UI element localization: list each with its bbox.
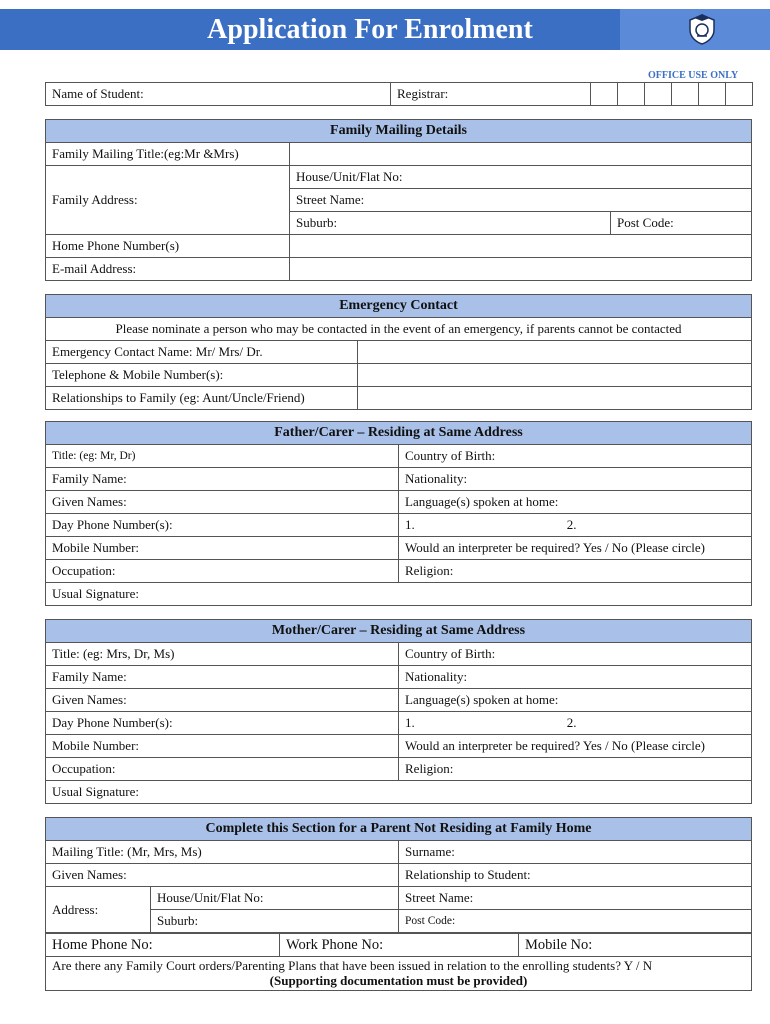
other-home-phone-field[interactable]: Home Phone No: bbox=[46, 934, 280, 957]
office-use-label: OFFICE USE ONLY bbox=[648, 70, 739, 81]
emergency-phone-field[interactable] bbox=[358, 364, 752, 387]
family-email-label: E-mail Address: bbox=[46, 258, 290, 281]
mother-occupation-field[interactable]: Occupation: bbox=[46, 758, 399, 781]
office-box[interactable] bbox=[618, 83, 645, 106]
office-box[interactable] bbox=[726, 83, 753, 106]
father-section-title: Father/Carer – Residing at Same Address bbox=[46, 422, 752, 445]
father-lang-2: 2. bbox=[566, 517, 577, 532]
father-nationality-field[interactable]: Nationality: bbox=[399, 468, 752, 491]
mother-given-names-field[interactable]: Given Names: bbox=[46, 689, 399, 712]
family-home-phone-label: Home Phone Number(s) bbox=[46, 235, 290, 258]
father-languages-field[interactable] bbox=[399, 514, 752, 537]
emergency-relationship-field[interactable] bbox=[358, 387, 752, 410]
student-table bbox=[45, 82, 753, 106]
court-orders-table bbox=[45, 956, 752, 991]
other-suburb-field[interactable]: Suburb: bbox=[151, 910, 399, 933]
mother-religion-field[interactable]: Religion: bbox=[399, 758, 752, 781]
court-orders-note: (Supporting documentation must be provided) bbox=[269, 973, 528, 988]
father-language-label: Language(s) spoken at home: bbox=[399, 491, 752, 514]
emergency-name-label: Emergency Contact Name: Mr/ Mrs/ Dr. bbox=[46, 341, 358, 364]
father-lang-1: 1. bbox=[405, 517, 415, 532]
emergency-table bbox=[45, 294, 752, 410]
father-signature-field[interactable]: Usual Signature: bbox=[46, 583, 752, 606]
office-box[interactable] bbox=[645, 83, 672, 106]
father-day-phone-field[interactable]: Day Phone Number(s): bbox=[46, 514, 399, 537]
registrar-label: Registrar: bbox=[391, 83, 591, 106]
family-mailing-table bbox=[45, 119, 752, 281]
mother-title-field[interactable]: Title: (eg: Mrs, Dr, Ms) bbox=[46, 643, 399, 666]
family-mailing-title-label: Family Mailing Title:(eg:Mr &Mrs) bbox=[46, 143, 290, 166]
emergency-phone-label: Telephone & Mobile Number(s): bbox=[46, 364, 358, 387]
other-given-names-field[interactable]: Given Names: bbox=[46, 864, 399, 887]
father-interpreter-question[interactable]: Would an interpreter be required? Yes / No (Please circle) bbox=[399, 537, 752, 560]
other-mailing-title-field[interactable]: Mailing Title: (Mr, Mrs, Ms) bbox=[46, 841, 399, 864]
emergency-name-field[interactable] bbox=[358, 341, 752, 364]
mother-signature-field[interactable]: Usual Signature: bbox=[46, 781, 752, 804]
other-surname-field[interactable]: Surname: bbox=[399, 841, 752, 864]
office-box[interactable] bbox=[699, 83, 726, 106]
family-house-field[interactable]: House/Unit/Flat No: bbox=[290, 166, 752, 189]
mother-country-field[interactable]: Country of Birth: bbox=[399, 643, 752, 666]
other-parent-table bbox=[45, 817, 752, 933]
mother-lang-1: 1. bbox=[405, 715, 415, 730]
mother-section-title: Mother/Carer – Residing at Same Address bbox=[46, 620, 752, 643]
mother-interpreter-question[interactable]: Would an interpreter be required? Yes / No (Please circle) bbox=[399, 735, 752, 758]
mother-mobile-field[interactable]: Mobile Number: bbox=[46, 735, 399, 758]
mother-languages-field[interactable] bbox=[399, 712, 752, 735]
other-address-label: Address: bbox=[46, 887, 151, 933]
mother-day-phone-field[interactable]: Day Phone Number(s): bbox=[46, 712, 399, 735]
family-home-phone-field[interactable] bbox=[290, 235, 752, 258]
mother-family-name-field[interactable]: Family Name: bbox=[46, 666, 399, 689]
mother-table bbox=[45, 619, 752, 804]
court-orders-question: Are there any Family Court orders/Parenting Plans that have been issued in relation to the enrolling students? Y / N bbox=[52, 958, 653, 973]
family-mailing-title-field[interactable] bbox=[290, 143, 752, 166]
father-country-field[interactable]: Country of Birth: bbox=[399, 445, 752, 468]
mother-language-label: Language(s) spoken at home: bbox=[399, 689, 752, 712]
father-table bbox=[45, 421, 752, 606]
other-house-field[interactable]: House/Unit/Flat No: bbox=[151, 887, 399, 910]
family-postcode-field[interactable]: Post Code: bbox=[611, 212, 752, 235]
other-mobile-field[interactable]: Mobile No: bbox=[519, 934, 752, 957]
family-address-label: Family Address: bbox=[46, 166, 290, 235]
mother-lang-2: 2. bbox=[566, 715, 577, 730]
other-phone-table bbox=[45, 933, 752, 957]
father-mobile-field[interactable]: Mobile Number: bbox=[46, 537, 399, 560]
emergency-section-title: Emergency Contact bbox=[46, 295, 752, 318]
other-postcode-field[interactable]: Post Code: bbox=[399, 910, 752, 933]
family-suburb-field[interactable]: Suburb: bbox=[290, 212, 611, 235]
father-religion-field[interactable]: Religion: bbox=[399, 560, 752, 583]
family-street-field[interactable]: Street Name: bbox=[290, 189, 752, 212]
mother-nationality-field[interactable]: Nationality: bbox=[399, 666, 752, 689]
father-given-names-field[interactable]: Given Names: bbox=[46, 491, 399, 514]
other-street-field[interactable]: Street Name: bbox=[399, 887, 752, 910]
school-crest-icon bbox=[685, 12, 719, 46]
father-family-name-field[interactable]: Family Name: bbox=[46, 468, 399, 491]
office-box[interactable] bbox=[591, 83, 618, 106]
office-box[interactable] bbox=[672, 83, 699, 106]
other-work-phone-field[interactable]: Work Phone No: bbox=[280, 934, 519, 957]
family-section-title: Family Mailing Details bbox=[46, 120, 752, 143]
other-relationship-field[interactable]: Relationship to Student: bbox=[399, 864, 752, 887]
emergency-relationship-label: Relationships to Family (eg: Aunt/Uncle/Friend) bbox=[46, 387, 358, 410]
emergency-instruction: Please nominate a person who may be contacted in the event of an emergency, if parents cannot be contacted bbox=[46, 318, 752, 341]
court-orders-cell[interactable] bbox=[46, 957, 752, 991]
father-occupation-field[interactable]: Occupation: bbox=[46, 560, 399, 583]
student-name-label: Name of Student: bbox=[46, 83, 391, 106]
other-parent-section-title: Complete this Section for a Parent Not Residing at Family Home bbox=[46, 818, 752, 841]
page-title: Application For Enrolment bbox=[207, 14, 533, 45]
father-title-field[interactable]: Title: (eg: Mr, Dr) bbox=[46, 445, 399, 468]
family-email-field[interactable] bbox=[290, 258, 752, 281]
